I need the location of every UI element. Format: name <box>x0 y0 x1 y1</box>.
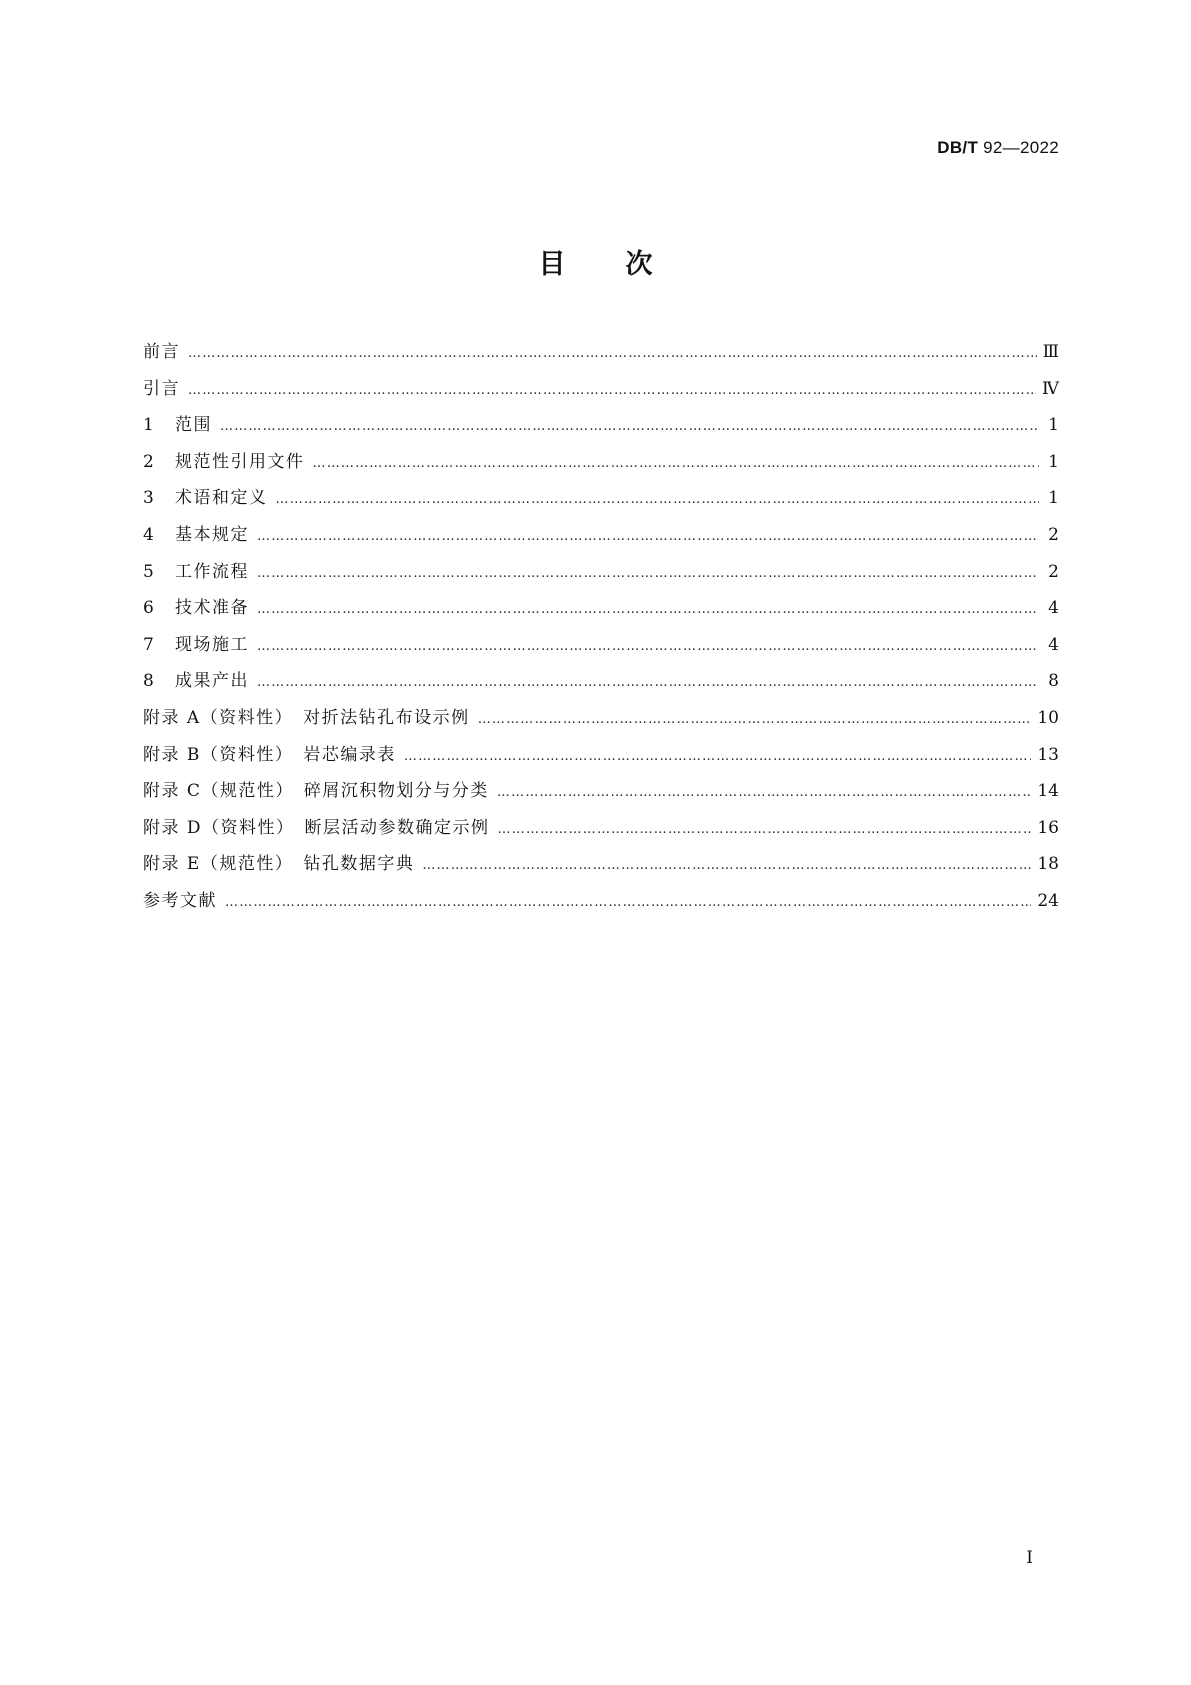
toc-entry-label: 5 工作流程 <box>143 561 249 582</box>
toc-entry-label: 8 成果产出 <box>143 671 249 692</box>
toc-leader-dots <box>313 456 1040 471</box>
toc-entry-label: 参考文献 <box>143 890 217 911</box>
toc-entry-label: 附录 C（规范性） 碎屑沉积物划分与分类 <box>143 781 489 802</box>
toc-entry-appendix-a[interactable] <box>143 703 1059 740</box>
toc-leader-dots <box>257 529 1039 544</box>
toc-entry-page: 2 <box>1048 561 1059 582</box>
toc-entry-page: Ⅲ <box>1042 342 1059 362</box>
toc-entry-label: 1 范围 <box>143 415 212 436</box>
toc-entry-page: 1 <box>1048 415 1059 436</box>
toc-entry-page: 4 <box>1048 634 1059 655</box>
table-of-contents <box>143 337 1059 923</box>
toc-entry-label: 附录 D（资料性） 断层活动参数确定示例 <box>143 817 490 838</box>
toc-entry-page: 4 <box>1048 598 1059 619</box>
toc-leader-dots <box>220 419 1039 434</box>
toc-entry-page: 16 <box>1037 817 1059 838</box>
toc-leader-dots <box>257 566 1039 581</box>
toc-leader-dots <box>188 346 1037 361</box>
standard-number: 92—2022 <box>978 138 1059 157</box>
toc-entry-label: 附录 E（规范性） 钻孔数据字典 <box>143 854 415 875</box>
toc-entry-page: 2 <box>1048 524 1059 545</box>
toc-entry-scope[interactable] <box>143 410 1059 447</box>
toc-leader-dots <box>497 785 1031 800</box>
toc-entry-page: Ⅳ <box>1042 378 1059 399</box>
standard-code <box>937 138 1059 158</box>
toc-leader-dots <box>276 492 1040 507</box>
toc-entry-page: 10 <box>1037 707 1059 728</box>
toc-entry-page: 1 <box>1048 488 1059 509</box>
toc-entry-introduction[interactable] <box>143 374 1059 411</box>
toc-leader-dots <box>498 822 1032 837</box>
toc-entry-label: 7 现场施工 <box>143 634 249 655</box>
toc-entry-appendix-c[interactable] <box>143 776 1059 813</box>
toc-entry-field-construction[interactable] <box>143 630 1059 667</box>
page-title: 目次 <box>538 249 713 280</box>
toc-entry-page: 24 <box>1037 890 1059 911</box>
toc-entry-appendix-e[interactable] <box>143 849 1059 886</box>
toc-leader-dots <box>422 858 1031 873</box>
toc-leader-dots <box>257 639 1039 654</box>
toc-entry-normative-references[interactable] <box>143 447 1059 484</box>
toc-entry-label: 2 规范性引用文件 <box>143 451 305 472</box>
toc-leader-dots <box>188 383 1036 398</box>
toc-entry-label: 前言 <box>143 342 180 362</box>
standard-prefix: DB/T <box>937 138 979 157</box>
toc-entry-bibliography[interactable] <box>143 886 1059 923</box>
toc-entry-terms[interactable] <box>143 483 1059 520</box>
toc-leader-dots <box>225 895 1031 910</box>
toc-entry-foreword[interactable] <box>143 337 1059 374</box>
toc-leader-dots <box>257 675 1039 690</box>
toc-entry-page: 18 <box>1037 854 1059 875</box>
toc-entry-appendix-b[interactable] <box>143 740 1059 777</box>
toc-leader-dots <box>257 602 1039 617</box>
toc-entry-page: 1 <box>1048 451 1059 472</box>
toc-entry-number: 3 <box>143 488 156 509</box>
toc-entry-label: 附录 A（资料性） 对折法钻孔布设示例 <box>143 707 470 728</box>
toc-entry-number: 8 <box>143 671 156 692</box>
toc-entry-page: 8 <box>1048 671 1059 692</box>
toc-entry-number: 6 <box>143 598 156 619</box>
toc-entry-number: 4 <box>143 524 156 545</box>
toc-entry-workflow[interactable] <box>143 557 1059 594</box>
toc-leader-dots <box>478 712 1032 727</box>
toc-entry-label: 3 术语和定义 <box>143 488 268 509</box>
toc-entry-number: 7 <box>143 634 156 655</box>
toc-entry-number: 2 <box>143 451 156 472</box>
toc-entry-appendix-d[interactable] <box>143 813 1059 850</box>
toc-entry-deliverables[interactable] <box>143 666 1059 703</box>
toc-entry-label: 4 基本规定 <box>143 524 249 545</box>
toc-entry-number: 5 <box>143 561 156 582</box>
toc-entry-number: 1 <box>143 415 156 436</box>
toc-entry-page: 13 <box>1037 744 1059 765</box>
toc-entry-technical-preparation[interactable] <box>143 593 1059 630</box>
toc-leader-dots <box>404 749 1031 764</box>
page-number: Ⅰ <box>1026 1548 1033 1568</box>
toc-entry-page: 14 <box>1037 781 1059 802</box>
toc-entry-basic-provisions[interactable] <box>143 520 1059 557</box>
toc-entry-label: 引言 <box>143 378 180 399</box>
toc-entry-label: 附录 B（资料性） 岩芯编录表 <box>143 744 396 765</box>
toc-entry-label: 6 技术准备 <box>143 598 249 619</box>
